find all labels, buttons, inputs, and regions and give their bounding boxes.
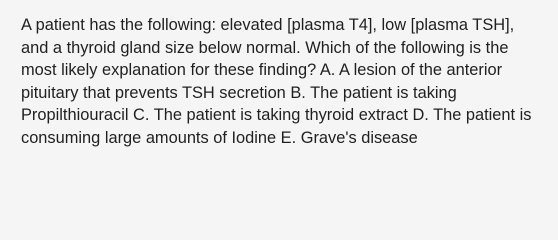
question-text: A patient has the following: elevated [plasma T4], low [plasma TSH], and a thyroid gland size below normal. Which of the following is the most likely explanation for these finding? A. A lesion of the anterior pituitary that prevents TSH secretion B. The patient is taking Propilthiouracil C. The patient is taking thyroid extract D. The patient is consuming large amounts of Iodine E. Grave's disease [21, 16, 532, 147]
